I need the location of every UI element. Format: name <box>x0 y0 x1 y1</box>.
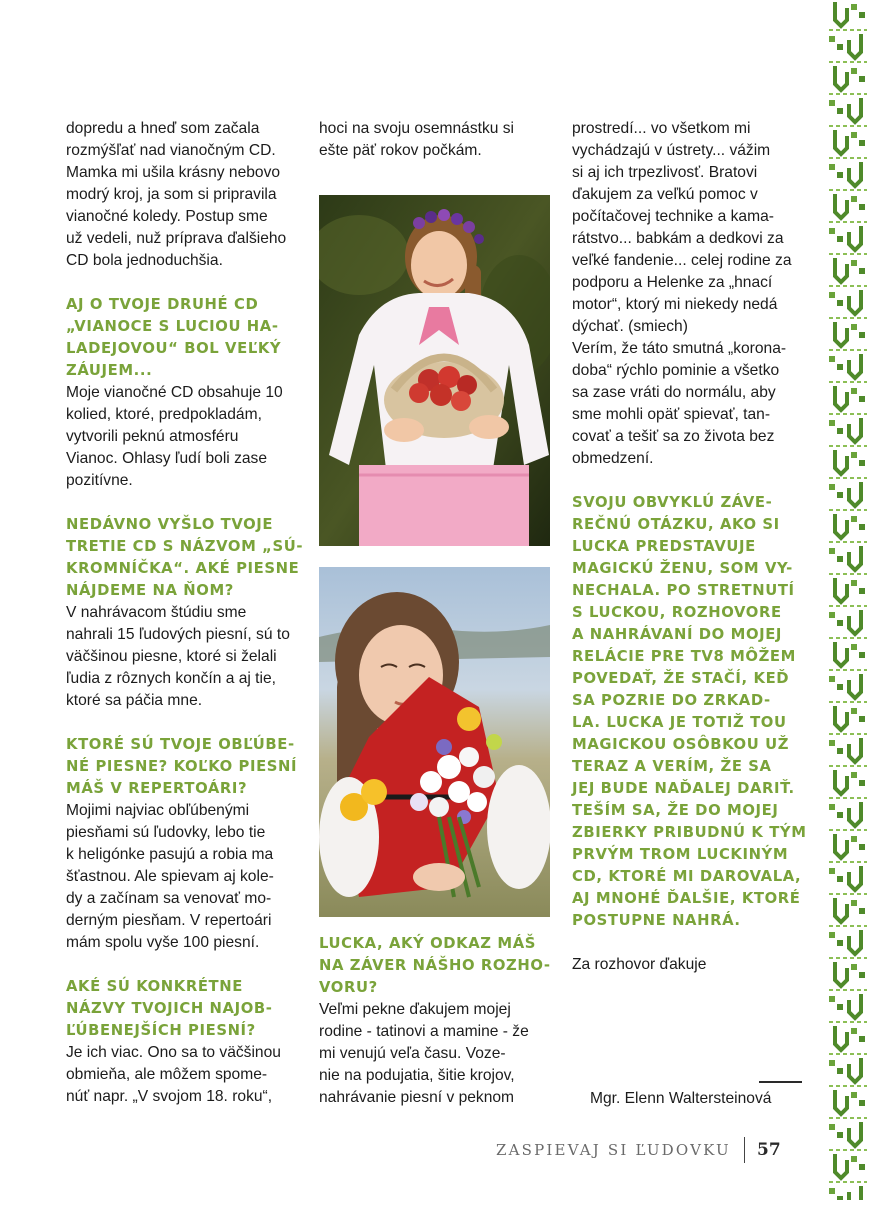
magazine-title: ZASPIEVAJ SI ĽUDOVKU <box>496 1141 731 1159</box>
answer-paragraph: V nahrávacom štúdiu sme nahrali 15 ľudových piesní, sú to väčšinou piesne, ktoré si želali ľudia z rôznych končín a aj tie, ktoré sa páčia mne. <box>66 604 290 709</box>
page-number: 57 <box>757 1140 781 1160</box>
paragraph: prostredí... vo všetkom mi vychádzajú v ústrety... vážim si aj ich trpezlivosť. Bratovi ďakujem za veľkú pomoc v počítačovej technike a kama- rátstvo... babkám a dedkovi za veľké fandenie... celej rodine za podporu a Helenke za „hnací motor“, ktorý mi niekedy nedá dýchať. (smiech) Verím, že táto smutná „korona- doba“ rýchlo pominie a všetko sa zase vráti do normálu, aby sme mohli opäť spievať, tan- covať a tešiť sa zo života bez obmedzení. <box>572 120 792 467</box>
answer-paragraph: Mojimi najviac obľúbenými piesňami sú ľudovky, lebo tie k heligónke pasujú a robia ma šťastnou. Ale spievam aj kole- dy a začínam sa venovať mo- derným piesňam. V repertoári mám spolu vyše 100 piesní. <box>66 802 274 951</box>
answer-paragraph: Je ich viac. Ono sa to väčšinou obmieňa, ale môžem spome- núť napr. „V svojom 18. roku“, <box>66 1044 281 1105</box>
question-heading: AJ O TVOJE DRUHÉ CD „VIANOCE S LUCIOU HA- LADEJOVOU“ BOL VEĽKÝ ZÁUJEM... <box>66 296 282 379</box>
column-2-top <box>319 118 551 162</box>
question-heading: LUCKA, AKÝ ODKAZ MÁŠ NA ZÁVER NÁŠHO ROZHO- VORU? <box>319 935 551 996</box>
footer-divider <box>744 1137 745 1163</box>
paragraph: dopredu a hneď som začala rozmýšľať nad vianočným CD. Mamka mi ušila krásny nebovo modrý kroj, ja som si pripravila vianočné koledy. Postup sme už vedeli, nuž príprava ďalšieho CD bola jednoduchšia. <box>66 120 287 269</box>
column-3 <box>572 118 812 976</box>
answer-paragraph: Moje vianočné CD obsahuje 10 kolied, ktoré, predpokladám, vytvorili peknú atmosféru Vianoc. Ohlasy ľudí boli zase pozitívne. <box>66 384 283 489</box>
closing-statement: SVOJU OBVYKLÚ ZÁVE- REČNÚ OTÁZKU, AKO SI LUCKA PREDSTAVUJE MAGICKÚ ŽENU, SOM VY- NECHALA. PO STRETNUTÍ S LUCKOU, ROZHOVORE A NAHRÁVANÍ DO MOJEJ RELÁCIE PRE TV8 MÔŽEM POVEDAŤ, ŽE STAČÍ, KEĎ SA POZRIE DO ZRKAD- LA. LUCKA JE TOTIŽ TOU MAGICKOU OSÔBKOU UŽ TERAZ A VERÍM, ŽE SA JEJ BUDE NAĎALEJ DARIŤ. TEŠÍM SA, ŽE DO MOJEJ ZBIERKY PRIBUDNÚ K TÝM PRVÝM TROM LUCKINÝM CD, KTORÉ MI DAROVALA, AJ MNOHÉ ĎALŠIE, KTORÉ POSTUPNE NAHRÁ. <box>572 494 807 929</box>
question-heading: KTORÉ SÚ TVOJE OBĽÚBE- NÉ PIESNE? KOĽKO PIESNÍ MÁŠ V REPERTOÁRI? <box>66 736 298 797</box>
paragraph: hoci na svoju osemnástku si ešte päť rokov počkám. <box>319 120 515 159</box>
answer-paragraph: Veľmi pekne ďakujem mojej rodine - tatinovi a mamine - že mi venujú veľa času. Voze- nie na podujatia, šitie krojov, nahrávanie piesní v peknom <box>319 1001 529 1106</box>
thanks-line: Za rozhovor ďakuje <box>572 956 707 973</box>
column-1 <box>66 118 306 1108</box>
column-2-bottom <box>319 933 551 1109</box>
folk-embroidery-border <box>827 0 869 1200</box>
author-signature: Mgr. Elenn Waltersteinová <box>590 1090 772 1107</box>
question-heading: AKÉ SÚ KONKRÉTNE NÁZVY TVOJICH NAJOB- ĽÚBENEJŠÍCH PIESNÍ? <box>66 978 273 1039</box>
girl-with-flower-bouquet-photo <box>319 567 550 917</box>
folk-pattern-icon <box>827 0 869 1200</box>
photo-girl-with-apples <box>319 195 550 546</box>
photo-girl-with-flowers <box>319 567 550 917</box>
girl-with-apple-basket-photo <box>319 195 550 546</box>
signature-rule <box>759 1081 802 1083</box>
question-heading: NEDÁVNO VYŠLO TVOJE TRETIE CD S NÁZVOM „SÚ- KROMNÍČKA“. AKÉ PIESNE NÁJDEME NA ŇOM? <box>66 516 304 599</box>
